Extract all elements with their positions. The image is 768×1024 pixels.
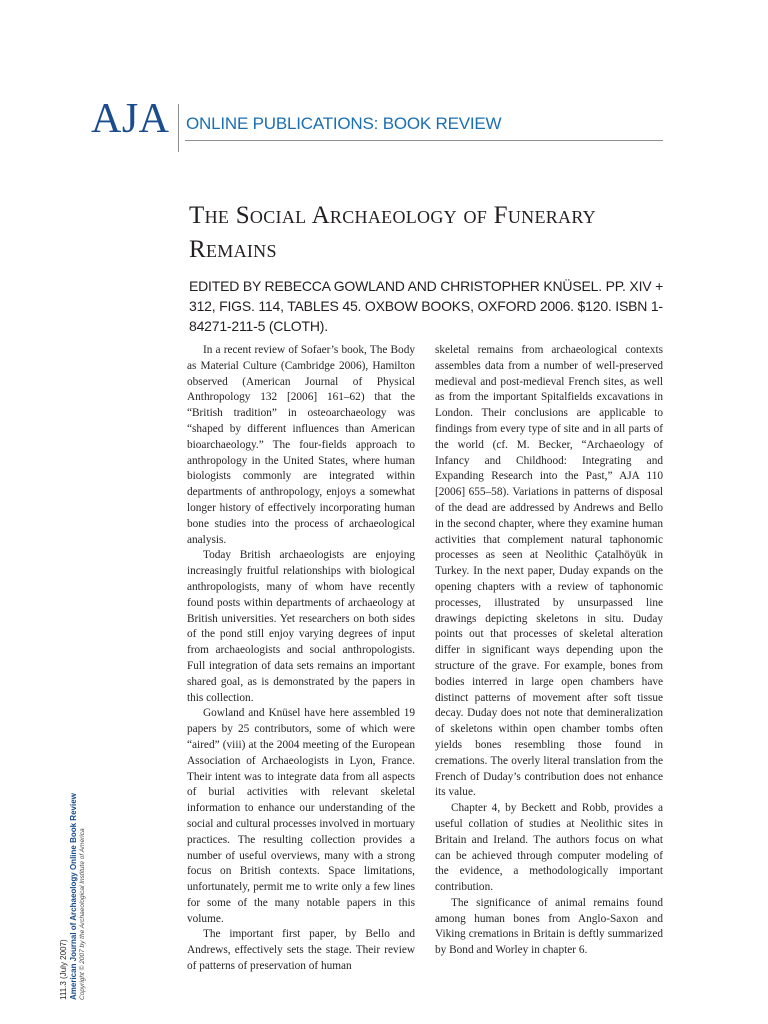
journal-logo: AJA bbox=[91, 96, 170, 142]
header-divider-horizontal bbox=[185, 140, 663, 141]
header-divider-vertical bbox=[178, 104, 179, 152]
body-column-left bbox=[187, 343, 415, 975]
journal-sidebar bbox=[59, 700, 91, 1000]
journal-name: American Journal of Archaeology Online Book Review bbox=[68, 793, 78, 1000]
paragraph: Chapter 4, by Beckett and Robb, provides a useful collation of studies at Neolithic sites in Britain and Ireland. The authors focus on what can be achieved through computer modeling of the evidence, a methodologically important contribution. bbox=[435, 802, 663, 894]
copyright-notice: Copyright © 2007 by the Archaeological Institute of America bbox=[79, 828, 86, 1000]
paragraph: Gowland and Knüsel have here assembled 19 papers by 25 contributors, some of which were “aired” (viii) at the 2004 meeting of the European Association of Archaeologists in Lyon, France. Their intent was to integrate data from all aspects of burial activities with relevant skeletal information to enhance our understanding of the social and cultural processes involved in mortuary practices. The resulting collection provides a number of useful overviews, many with a strong focus on British contexts. Space limitations, unfortunately, permit me to write only a few lines for some of the many notable papers in this volume. bbox=[187, 707, 415, 925]
paragraph: Today British archaeologists are enjoying increasingly fruitful relationships with biological anthropologists, many of whom have recently found posts within departments of archaeology at British universities. Yet researchers on both sides of the pond still enjoy varying degrees of input from archaeologists and social anthropologists. Full integration of data sets remains an important shared goal, as is demonstrated by the papers in this collection. bbox=[187, 549, 415, 704]
article-title: The Social Archaeology of Funerary Remains bbox=[189, 202, 596, 263]
paragraph: In a recent review of Sofaer’s book, The Body as Material Culture (Cambridge 2006), Hamilton observed (American Journal of Physical Anthropology 132 [2006] 161–62) that the “British tradition” in osteoarchaeology was “shaped by different influences than American bioarchaeology.” The four-fields approach to anthropology in the United States, where human biologists commonly are integrated within departments of anthropology, enjoys a somewhat longer history of effectively incorporating human bone studies into the process of archaeological analysis. bbox=[187, 344, 415, 546]
issue-info: 111.3 (July 2007) bbox=[59, 939, 68, 1000]
body-column-right bbox=[435, 343, 663, 959]
paragraph: The significance of animal remains found among human bones from Anglo-Saxon and Viking cremations in Britain is deftly summarized by Bond and Worley in chapter 6. bbox=[435, 896, 663, 957]
section-label: ONLINE PUBLICATIONS: BOOK REVIEW bbox=[186, 114, 502, 133]
paragraph: skeletal remains from archaeological contexts assembles data from a number of well-preserved medieval and post-medieval French sites, as well as from the important Spitalfields excavations in London. Their conclusions are applicable to findings from every type of site and in all parts of the world (cf. M. Becker, “Archaeology of Infancy and Childhood: Integrating and Expanding Research into the Past,” AJA 110 [2006] 655–58). Variations in patterns of disposal of the dead are addressed by Andrews and Bello in the second chapter, where they examine human activities that complement natural taphonomic processes as seen at Neolithic Çatalhöyük in Turkey. In the next paper, Duday expands on the opening chapters with a review of taphonomic processes, illustrated by unsurpassed line drawings depicting skeletons in situ. Duday points out that processes of skeletal alteration differ in significant ways depending upon the structure of the grave. For example, bones from bodies interred in large open chambers have distinct patterns of movement after soft tissue decay. Duday does not note that demineralization of skeletons within open chamber tombs often yields bones resembling those found in cremations. The overly literal translation from the French of Duday’s contribution does not enhance its value. bbox=[435, 344, 663, 799]
article-byline: EDITED BY REBECCA GOWLAND AND CHRISTOPHER KNÜSEL. PP. XIV + 312, FIGS. 114, TABLES 45. OXBOW BOOKS, OXFORD 2006. $120. ISBN 1-84271-211-5 (CLOTH). bbox=[189, 278, 664, 334]
paragraph: The important first paper, by Bello and Andrews, effectively sets the stage. Their review of patterns of preservation of human bbox=[187, 928, 415, 973]
